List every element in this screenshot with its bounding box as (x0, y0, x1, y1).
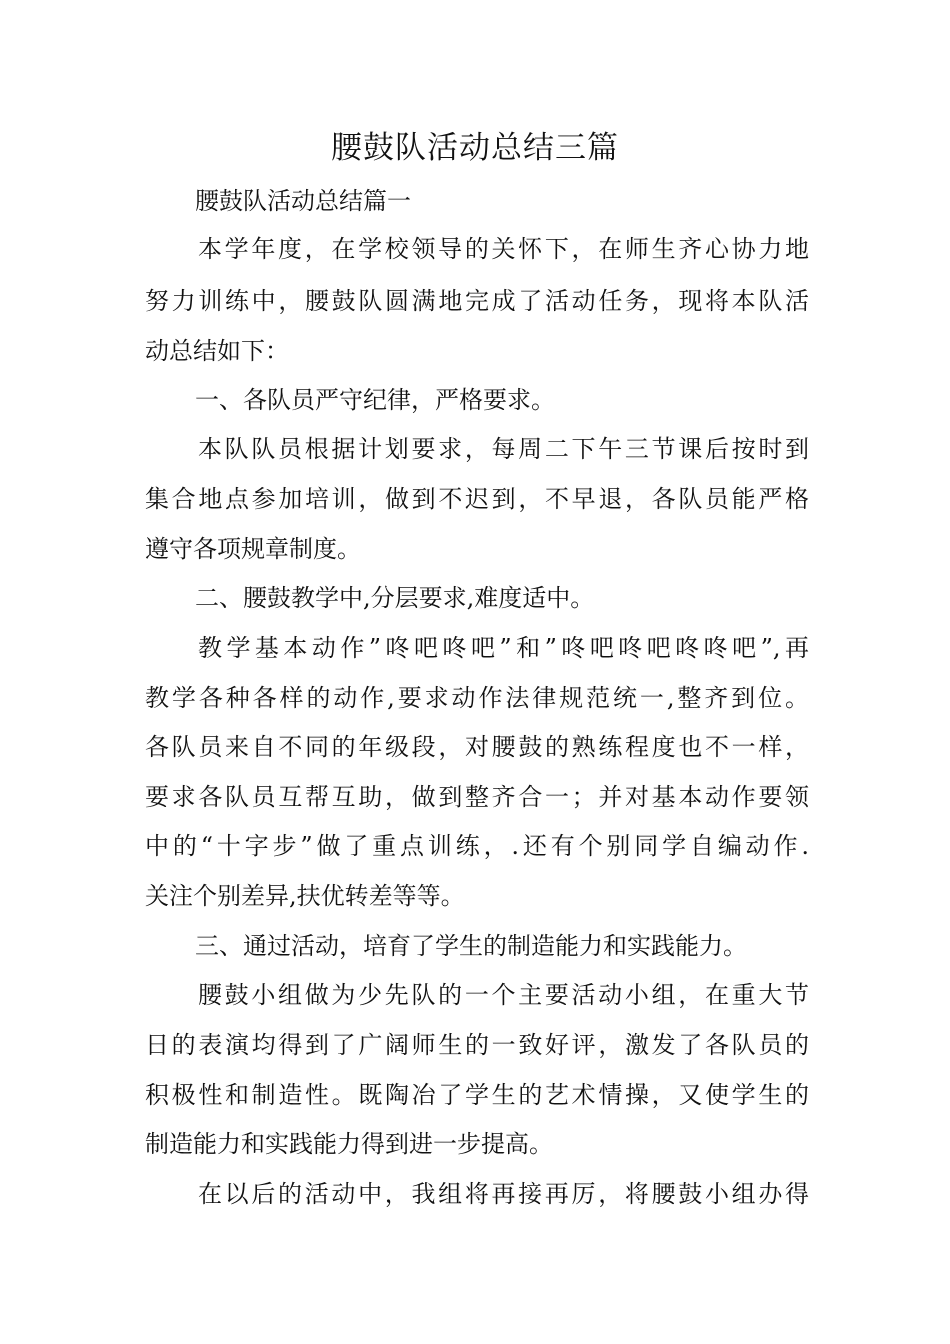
document-title: 腰鼓队活动总结三篇 (331, 130, 619, 166)
paragraph-line: 积极性和制造性。既陶冶了学生的艺术情操，又使学生的 (145, 1081, 809, 1109)
paragraph-line: 本学年度，在学校领导的关怀下，在师生齐心协力地 (198, 235, 809, 263)
paragraph-line: 要求各队员互帮互助，做到整齐合一；并对基本动作要领 (145, 783, 809, 811)
paragraph-line: 在以后的活动中，我组将再接再厉，将腰鼓小组办得 (198, 1180, 809, 1208)
paragraph-line: 教学各种各样的动作,要求动作法律规范统一,整齐到位。 (145, 684, 809, 712)
paragraph-line: 关注个别差异,扶优转差等等。 (145, 882, 465, 910)
paragraph-line: 制造能力和实践能力得到进一步提高。 (145, 1130, 553, 1158)
section-heading: 二、腰鼓教学中,分层要求,难度适中。 (195, 584, 595, 612)
paragraph-line: 中的“十字步”做了重点训练，.还有个别同学自编动作. (145, 832, 809, 860)
section-heading: 一、各队员严守纪律，严格要求。 (195, 386, 555, 414)
paragraph-line: 日的表演均得到了广阔师生的一致好评，激发了各队员的 (145, 1031, 809, 1059)
section-subtitle: 腰鼓队活动总结篇一 (195, 187, 411, 215)
paragraph-line: 各队员来自不同的年级段，对腰鼓的熟练程度也不一样， (145, 733, 809, 761)
paragraph-line: 动总结如下： (145, 337, 289, 365)
paragraph-line: 教学基本动作”咚吧咚吧”和”咚吧咚吧咚咚吧”,再 (198, 634, 809, 662)
paragraph-line: 腰鼓小组做为少先队的一个主要活动小组，在重大节 (198, 981, 809, 1009)
paragraph-line: 集合地点参加培训，做到不迟到，不早退，各队员能严格 (145, 485, 809, 513)
paragraph-line: 本队队员根据计划要求，每周二下午三节课后按时到 (198, 435, 809, 463)
paragraph-line: 遵守各项规章制度。 (145, 535, 361, 563)
paragraph-line: 努力训练中，腰鼓队圆满地完成了活动任务，现将本队活 (145, 287, 809, 315)
section-heading: 三、通过活动，培育了学生的制造能力和实践能力。 (195, 932, 747, 960)
